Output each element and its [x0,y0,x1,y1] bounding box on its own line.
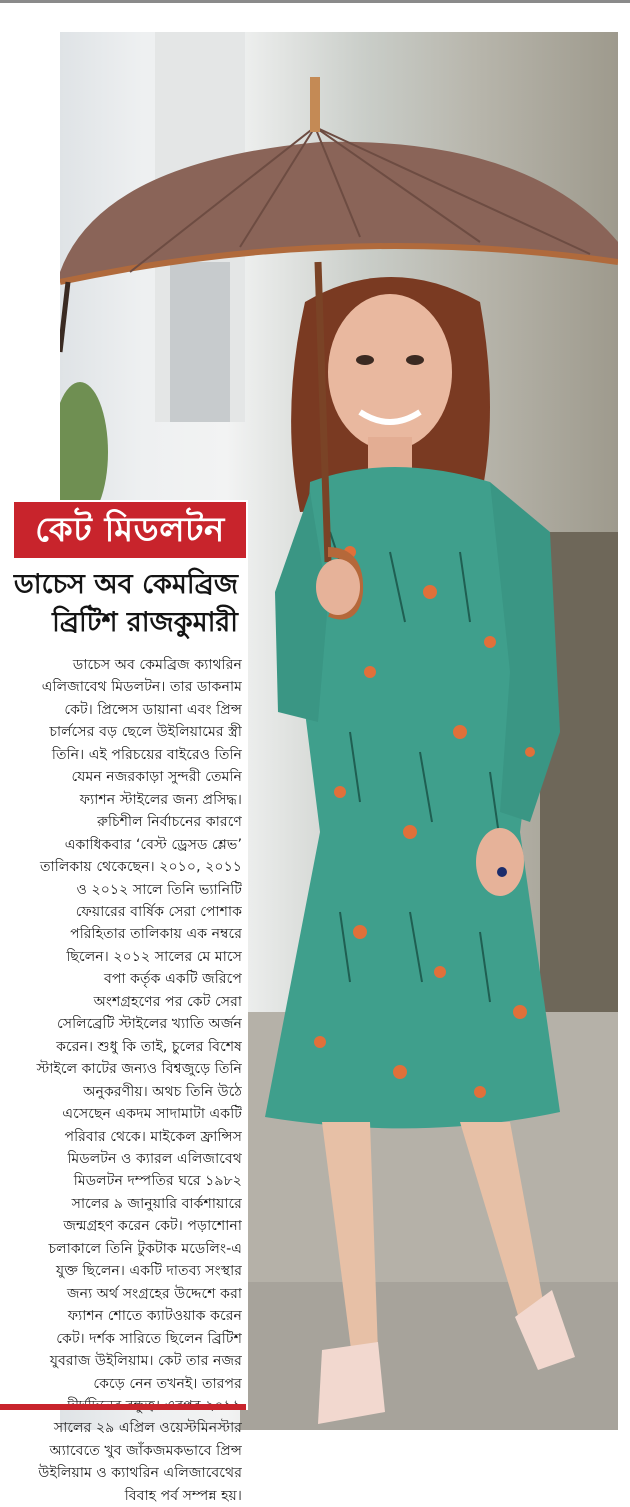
name-banner: কেট মিডলটন [14,502,246,558]
body-line: অংশগ্রহণের পর কেট সেরা [93,993,242,1010]
body-line: রুচিশীল নির্বাচনের কারণে [97,814,242,831]
body-line: পরিহিতার তালিকায় এক নম্বরে [70,926,242,943]
body-line: জন্য অর্থ সংগ্রহের উদ্দেশে করা [66,1285,242,1302]
window-pane [170,262,230,422]
body-line: করেন। শুধু কি তাই, চুলের বিশেষ [56,1038,242,1055]
body-line: ছিলেন। ২০১২ সালের মে মাসে [66,948,242,965]
body-line: পরিবার থেকে। মাইকেল ফ্রান্সিস [64,1128,242,1145]
subheading [10,566,238,642]
ring [497,867,507,877]
body-line: এসেছেন একদম সাদামাটা একটি [62,1106,242,1123]
body-line: যেমন নজরকাড়া সুন্দরী তেমনি [71,769,242,786]
article-body [14,654,242,1507]
left-hand [316,559,360,615]
body-line: অনুকরণীয়। অথচ তিনি উঠে [83,1083,242,1100]
body-line: ফ্যাশন শোতে ক্যাটওয়াক করেন [67,1308,242,1325]
body-line: ও ২০১২ সালে তিনি ভ্যানিটি [76,881,242,898]
top-rule [0,0,630,3]
body-line: সালের ২৯ এপ্রিল ওয়েস্টমিনস্টার [53,1420,242,1437]
body-line: যুক্ত ছিলেন। একটি দাতব্য সংস্থার [56,1263,242,1280]
body-line: ফ্যাশন স্টাইলের জন্য প্রসিদ্ধ। [79,791,242,808]
body-line: বপা কর্তৃক একটি জরিপে [103,971,242,988]
body-line: যুবরাজ উইলিয়াম। কেট তার নজর [49,1353,242,1370]
body-line: কেট। প্রিন্সেস ডায়ানা এবং প্রিন্স [64,701,242,718]
body-line: তালিকায় থেকেছেন। ২০১০, ২০১১ [40,859,242,876]
umbrella-rib-end [60,282,68,352]
body-line: বিবাহ পর্ব সম্পন্ন হয়। [124,1487,242,1504]
right-hand [476,828,524,896]
face [328,294,452,450]
body-line: উইলিয়াম ও ক্যাথরিন এলিজাবেথের [38,1465,242,1482]
body-line: কেট। দর্শক সারিতে ছিলেন ব্রিটিশ [56,1330,242,1347]
body-line: চলাকালে তিনি টুকটাক মডেলিং-এ [48,1240,242,1257]
umbrella-tip [310,77,320,132]
left-eye [356,355,374,365]
left-shoe [318,1342,385,1424]
body-line: ফেয়ারের বার্ষিক সেরা পোশাক [75,903,242,920]
body-line: সেলিব্রেটি স্টাইলের খ্যাতি অর্জন [56,1016,242,1033]
bottom-rule [0,1404,246,1410]
body-line: মিডলটন দম্পতির ঘরে ১৯৮২ [73,1173,242,1190]
body-line: একাধিকবার ‘বেস্ট ড্রেসড শ্লেভ’ [64,836,242,853]
body-line: কেড়ে নেন তখনই। তারপর [93,1375,242,1392]
body-line: অ্যাবেতে খুব জাঁকজমকভাবে প্রিন্স [49,1442,242,1459]
body-line: ডাচেস অব কেমব্রিজ ক্যাথরিন [72,657,242,673]
body-line: জন্মগ্রহণ করেন কেট। পড়াশোনা [63,1218,242,1235]
right-eye [406,355,424,365]
body-line: স্টাইলে কাটের জন্যও বিশ্বজুড়ে তিনি [36,1061,242,1078]
body-line: মিডলটন ও ক্যারল এলিজাবেথ [67,1150,242,1167]
body-line: এলিজাবেথ মিডলটন। তার ডাকনাম [41,679,242,696]
body-line: তিনি। এই পরিচয়ের বাইরেও তিনি [51,746,242,763]
subheading-line: ডাচেস অব কেমব্রিজ [13,569,238,600]
subheading-line: ব্রিটিশ রাজকুমারী [52,607,238,638]
body-line: চার্লসের বড় ছেলে উইলিয়ামের স্ত্রী [49,724,242,741]
body-line: সালের ৯ জানুয়ারি বার্কশায়ারে [71,1195,242,1212]
